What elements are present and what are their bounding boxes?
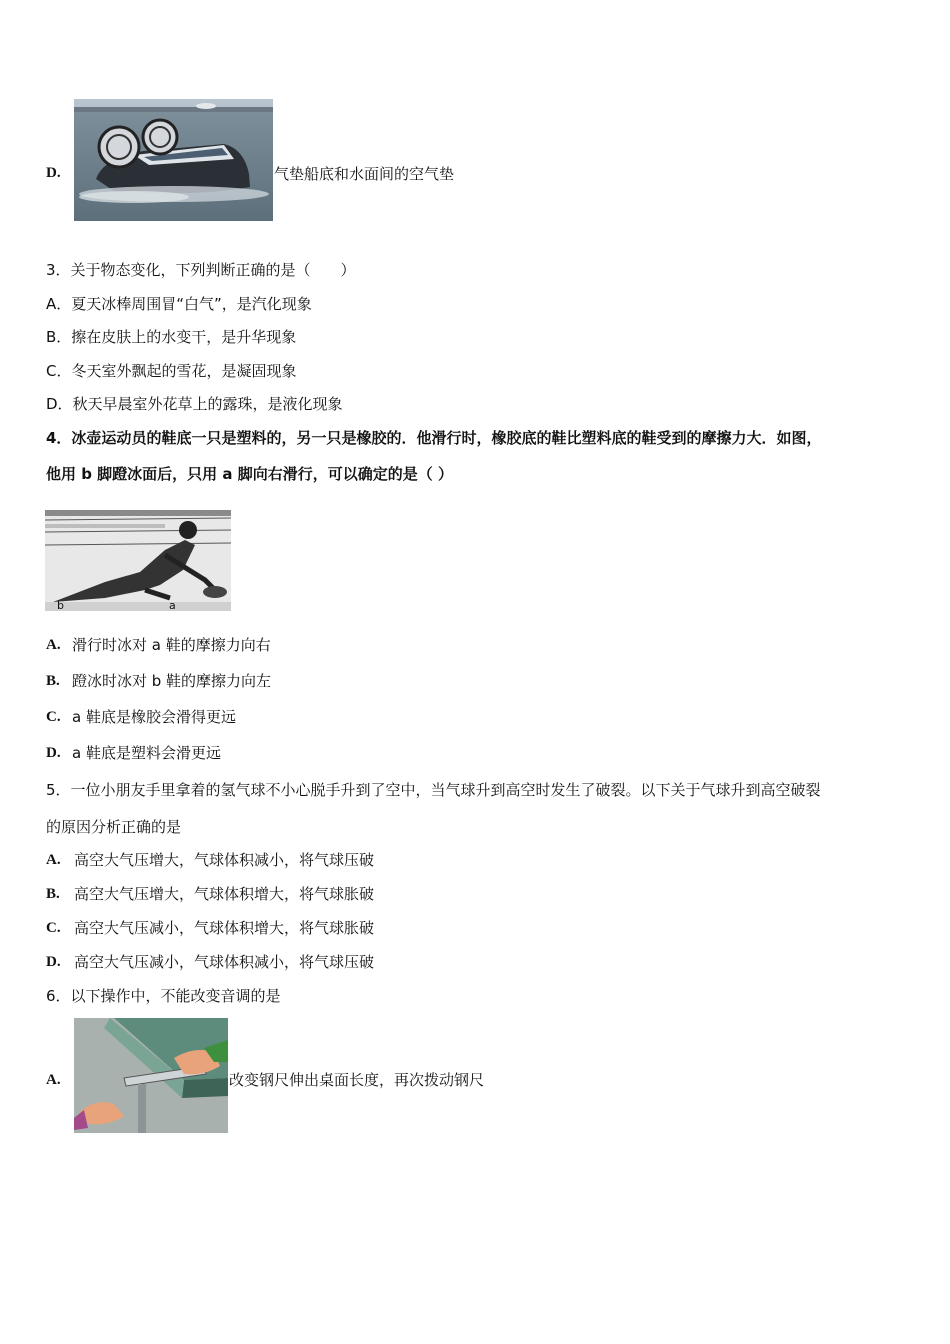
curling-athlete-image xyxy=(45,510,231,611)
q5-option-d-text: 高空大气压减小，气球体积减小，将气球压破 xyxy=(74,953,375,971)
q3-stem: 3．关于物态变化，下列判断正确的是（ ） xyxy=(46,261,356,279)
q5-option-a-text: 高空大气压增大，气球体积减小，将气球压破 xyxy=(74,851,375,869)
q3-option-c: C．冬天室外飘起的雪花，是凝固现象 xyxy=(46,362,297,380)
q4-option-a-text: 滑行时冰对 a 鞋的摩擦力向右 xyxy=(72,636,271,654)
q4-stem-line1: 4．冰壶运动员的鞋底一只是塑料的，另一只是橡胶的．他滑行时，橡胶底的鞋比塑料底的鞋受到的摩擦力大．如图， xyxy=(46,429,822,447)
q6-option-a-label: A. xyxy=(46,1072,61,1088)
q5-option-d-label: D. xyxy=(46,954,61,970)
q5-stem-line2: 的原因分析正确的是 xyxy=(46,818,182,836)
q4-option-d-label: D. xyxy=(46,745,61,761)
figure-label-a: a xyxy=(169,599,176,611)
q5-option-c-label: C. xyxy=(46,920,61,936)
q5-option-b-text: 高空大气压增大，气球体积增大，将气球胀破 xyxy=(74,885,375,903)
figure-label-b: b xyxy=(57,599,64,611)
q3-option-b: B．擦在皮肤上的水变干，是升华现象 xyxy=(46,328,297,346)
q5-option-a-label: A. xyxy=(46,852,61,868)
q5-stem-line1: 5．一位小朋友手里拿着的氢气球不小心脱手升到了空中，当气球升到高空时发生了破裂。以下关于气球升到高空破裂 xyxy=(46,781,821,799)
q3-option-a: A．夏天冰棒周围冒“白气”，是汽化现象 xyxy=(46,295,312,313)
q4-option-c-text: a 鞋底是橡胶会滑得更远 xyxy=(72,708,236,726)
hovercraft-image xyxy=(74,99,273,221)
q2-option-d-label: D. xyxy=(46,165,61,181)
q2-option-d-text: 气垫船底和水面间的空气垫 xyxy=(274,165,455,183)
q4-option-c-label: C. xyxy=(46,709,61,725)
q6-option-a-text: 改变钢尺伸出桌面长度，再次拨动钢尺 xyxy=(229,1071,485,1089)
q6-stem: 6．以下操作中，不能改变音调的是 xyxy=(46,987,281,1005)
q5-option-c-text: 高空大气压减小，气球体积增大，将气球胀破 xyxy=(74,919,375,937)
q4-stem-line2: 他用 b 脚蹬冰面后，只用 a 脚向右滑行，可以确定的是（ ） xyxy=(46,465,453,483)
q4-option-d-text: a 鞋底是塑料会滑更远 xyxy=(72,744,221,762)
q5-option-b-label: B. xyxy=(46,886,60,902)
q4-option-b-text: 蹬冰时冰对 b 鞋的摩擦力向左 xyxy=(72,672,272,690)
q4-option-b-label: B. xyxy=(46,673,60,689)
q3-option-d: D．秋天早晨室外花草上的露珠，是液化现象 xyxy=(46,395,343,413)
q4-option-a-label: A. xyxy=(46,637,61,653)
ruler-on-desk-image xyxy=(74,1018,228,1133)
